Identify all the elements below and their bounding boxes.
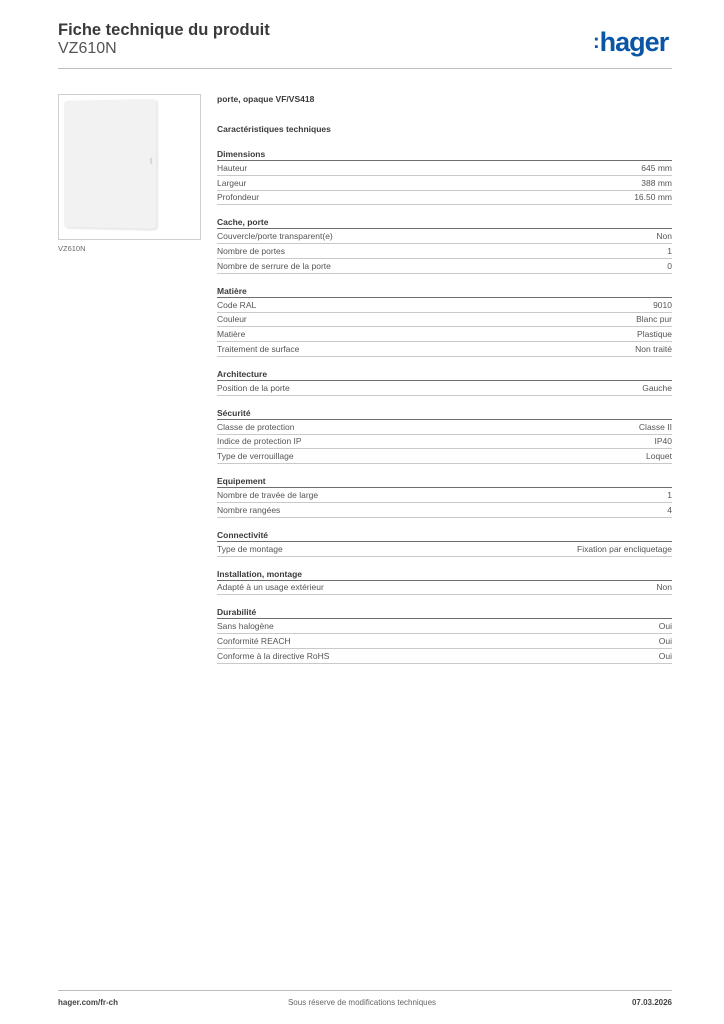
spec-label: Traitement de surface <box>217 344 300 355</box>
spec-label: Classe de protection <box>217 421 295 432</box>
spec-label: Largeur <box>217 177 247 188</box>
image-caption: VZ610N <box>58 244 86 253</box>
spec-section <box>217 607 672 663</box>
spec-label: Indice de protection IP <box>217 436 302 447</box>
spec-row <box>217 542 672 557</box>
spec-value: 388 mm <box>641 177 672 188</box>
section-title: Connectivité <box>217 530 672 542</box>
spec-section <box>217 369 672 396</box>
spec-row <box>217 191 672 206</box>
spec-row <box>217 298 672 313</box>
spec-label: Sans halogène <box>217 621 274 632</box>
spec-label: Type de montage <box>217 543 283 554</box>
spec-label: Code RAL <box>217 299 257 310</box>
spec-label: Conforme à la directive RoHS <box>217 650 330 661</box>
spec-sections <box>217 149 672 664</box>
spec-value: Non <box>656 582 672 593</box>
spec-row <box>217 313 672 328</box>
footer-notice: Sous réserve de modifications techniques <box>287 998 437 1007</box>
spec-section <box>217 217 672 273</box>
header-divider <box>58 68 672 69</box>
spec-section <box>217 408 672 464</box>
spec-value: Fixation par encliquetage <box>577 543 672 554</box>
spec-row <box>217 435 672 450</box>
section-title: Sécurité <box>217 408 672 420</box>
spec-value: 1 <box>667 246 672 257</box>
spec-label: Nombre de travée de large <box>217 490 319 501</box>
product-image <box>58 94 201 240</box>
spec-row <box>217 259 672 274</box>
spec-value: Plastique <box>637 329 672 340</box>
spec-label: Couvercle/porte transparent(e) <box>217 231 333 242</box>
spec-row <box>217 488 672 503</box>
spec-label: Nombre de serrure de la porte <box>217 260 331 271</box>
spec-row <box>217 449 672 464</box>
spec-value: 16.50 mm <box>634 192 672 203</box>
spec-label: Profondeur <box>217 192 260 203</box>
spec-section <box>217 476 672 518</box>
door-panel-illustration <box>64 99 156 229</box>
spec-value: IP40 <box>654 436 672 447</box>
section-title: Matière <box>217 286 672 298</box>
section-title: Dimensions <box>217 149 672 161</box>
spec-value: Classe II <box>638 421 672 432</box>
spec-section <box>217 149 672 205</box>
section-title: Durabilité <box>217 607 672 619</box>
spec-label: Hauteur <box>217 162 248 173</box>
spec-label: Type de verrouillage <box>217 451 294 462</box>
spec-row <box>217 649 672 664</box>
section-title: Cache, porte <box>217 217 672 229</box>
logo-text: hager <box>599 27 669 57</box>
spec-value: Non traité <box>635 344 672 355</box>
spec-section <box>217 530 672 557</box>
spec-row <box>217 381 672 396</box>
spec-row <box>217 229 672 244</box>
spec-label: Nombre rangées <box>217 504 281 515</box>
spec-value: 4 <box>667 504 672 515</box>
product-description: porte, opaque VF/VS418 <box>217 94 315 104</box>
spec-value: 645 mm <box>641 162 672 173</box>
spec-label: Conformité REACH <box>217 636 291 647</box>
spec-value: Blanc pur <box>636 314 672 325</box>
spec-column <box>217 94 672 664</box>
spec-row <box>217 176 672 191</box>
spec-row <box>217 244 672 259</box>
spec-value: 0 <box>667 260 672 271</box>
spec-label: Position de la porte <box>217 382 290 393</box>
spec-label: Couleur <box>217 314 247 325</box>
spec-row <box>217 619 672 634</box>
section-title: Equipement <box>217 476 672 488</box>
spec-value: Oui <box>658 621 672 632</box>
spec-value: 1 <box>667 490 672 501</box>
spec-row <box>217 634 672 649</box>
spec-section <box>217 569 672 596</box>
spec-value: Gauche <box>642 382 672 393</box>
spec-value: Loquet <box>646 451 672 462</box>
spec-value: 9010 <box>653 299 672 310</box>
spec-section <box>217 286 672 357</box>
spec-row <box>217 581 672 596</box>
spec-label: Matière <box>217 329 246 340</box>
spec-label: Nombre de portes <box>217 246 286 257</box>
section-title: Architecture <box>217 369 672 381</box>
spec-row <box>217 327 672 342</box>
footer-website-link[interactable]: hager.com/fr-ch <box>58 998 119 1007</box>
footer-divider <box>58 990 672 991</box>
product-code: VZ610N <box>58 40 117 57</box>
spec-heading: Caractéristiques techniques <box>217 124 331 134</box>
spec-value: Non <box>656 231 672 242</box>
spec-row <box>217 342 672 357</box>
footer-date: 07.03.2026 <box>631 998 672 1007</box>
spec-row <box>217 420 672 435</box>
spec-label: Adapté à un usage extérieur <box>217 582 324 593</box>
page-title: Fiche technique du produit <box>58 21 270 39</box>
section-title: Installation, montage <box>217 569 672 581</box>
spec-value: Oui <box>658 636 672 647</box>
spec-row <box>217 161 672 176</box>
logo-dots-icon: : <box>593 31 599 53</box>
hager-logo[interactable] <box>593 27 668 58</box>
spec-value: Oui <box>658 650 672 661</box>
spec-row <box>217 503 672 518</box>
